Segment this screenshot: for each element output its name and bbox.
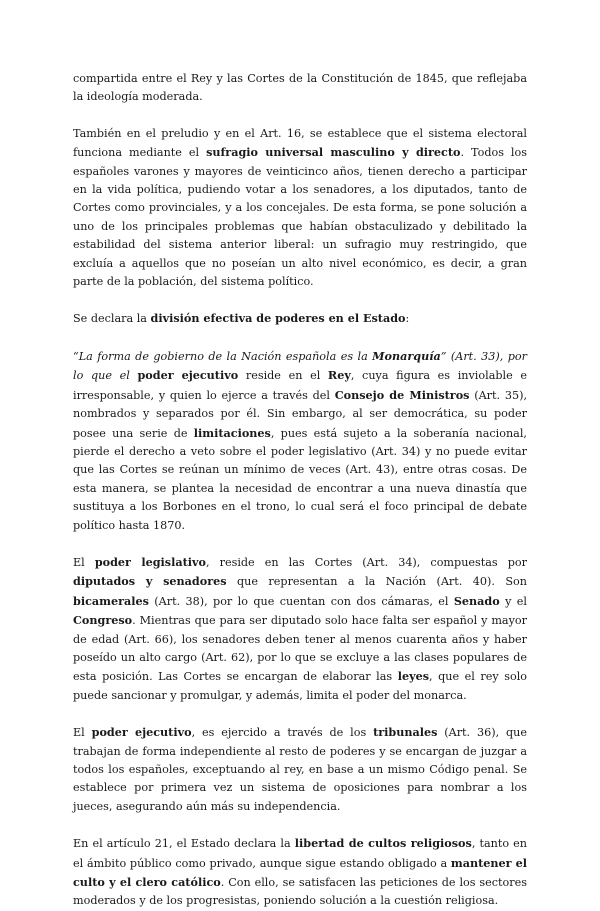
paragraph-separation-of-powers bbox=[73, 309, 527, 328]
paragraph-continuation bbox=[73, 70, 527, 107]
text: También en el preludio y en el Art. 16, se establece que el sistema electoral funciona mediante el bbox=[73, 126, 527, 160]
text: , tanto en el ámbito público como privado, aunque sigue estando obligado a bbox=[73, 837, 527, 870]
emphasis-senado: Senado bbox=[453, 593, 500, 608]
text: El bbox=[73, 555, 95, 569]
emphasis-rey: Rey bbox=[327, 368, 351, 383]
text: . Con ello, se satisfacen las peticiones de los sectores moderados y de los progresistas, poniendo solución a la cuestión religiosa. bbox=[73, 876, 527, 908]
text: , es ejercido a través de los bbox=[191, 726, 374, 740]
text: El bbox=[73, 726, 92, 740]
emphasis-limitaciones: limitaciones bbox=[193, 425, 271, 440]
paragraph-suffrage bbox=[73, 125, 527, 292]
emphasis-consejo: Consejo de Ministros bbox=[334, 387, 470, 402]
text: , reside en las Cortes (Art. 34), compuestas por bbox=[205, 555, 527, 569]
emphasis-bicamerales: bicamerales bbox=[73, 593, 149, 608]
text: En el artículo 21, el Estado declara la bbox=[73, 837, 295, 851]
emphasis-poder-ejecutivo: poder ejecutivo bbox=[137, 368, 239, 383]
text: , que el rey solo puede sancionar y promulgar, y además, limita el poder del monarca. bbox=[73, 670, 528, 702]
text: . Todos los españoles varones y mayores de veinticinco años, tienen derecho a participar en la vida política, pudiendo votar a los senadores, a los diputados, tanto de Cortes como provinciales, y a los concejales. De esta forma, se pone solución a uno de los principales problemas que habían obstaculizado y debilitado la estabilidad del sistema anterior liberal: un sufragio muy restringido, que excluía a aquellos que no poseían un alto nivel económico, es decir, a gran parte de la población, del sistema político. bbox=[73, 146, 527, 289]
text: (Art. 36), que trabajan de forma independiente al resto de poderes y se encargan de juzgar a todos los españoles, exceptuando al rey, en base a un mismo Código penal. Se establece por primera vez un sistema de oposiciones para nombrar a los jueces, asegurando aún más su independencia. bbox=[73, 726, 527, 813]
emphasis-culto-clero: mantener el culto y el clero católico bbox=[73, 855, 527, 890]
text: Se declara la bbox=[73, 312, 151, 326]
text: reside en el bbox=[238, 369, 328, 383]
quote-text: “La forma de gobierno de la Nación española es la bbox=[73, 349, 373, 363]
text: que representan a la Nación (Art. 40). Son bbox=[226, 575, 527, 589]
paragraph-judicial bbox=[73, 723, 527, 816]
emphasis-monarquia: Monarquía bbox=[372, 348, 441, 363]
paragraph-legislative bbox=[73, 553, 527, 705]
emphasis-leyes: leyes bbox=[397, 669, 430, 684]
quote-close: ” (Art. 33), por lo que el bbox=[73, 349, 527, 383]
text: , cuya figura es inviolable e irresponsable, y quien lo ejerce a través del bbox=[73, 369, 527, 402]
document-page bbox=[73, 70, 527, 911]
text: compartida entre el Rey y las Cortes de la Constitución de 1845, que reflejaba la ideología moderada. bbox=[73, 72, 527, 104]
paragraph-religion bbox=[73, 834, 527, 911]
emphasis-division: división efectiva de poderes en el Estado bbox=[150, 311, 406, 326]
text: (Art. 38), por lo que cuentan con dos cámaras, el bbox=[148, 594, 454, 608]
emphasis-congreso: Congreso bbox=[73, 613, 133, 628]
text: . Mientras que para ser diputado solo hace falta ser español y mayor de edad (Art. 66), los senadores deben tener al menos cuarenta años y haber poseído un alto cargo (Art. 62), por lo que se excluye a las clases populares de esta posición. Las Cortes se encargan de elaborar las bbox=[73, 614, 527, 684]
emphasis-diputados-senadores: diputados y senadores bbox=[73, 574, 227, 589]
text: y el bbox=[499, 594, 527, 608]
emphasis-poder-ejecutivo: poder ejecutivo bbox=[91, 725, 192, 740]
emphasis-poder-legislativo: poder legislativo bbox=[94, 554, 206, 569]
paragraph-monarchy bbox=[73, 347, 527, 535]
text: , pues está sujeto a la soberanía nacional, pierde el derecho a veto sobre el poder legislativo (Art. 34) y no puede evitar que las Cortes se reúnan un mínimo de veces (Art. 43), entre otras cosas. De esta manera, se plantea la necesidad de encontrar a una nueva dinastía que sustituya a los Borbones en el trono, lo cual será el foco principal de debate político hasta 1870. bbox=[73, 426, 527, 532]
text: : bbox=[405, 312, 410, 326]
emphasis-libertad-cultos: libertad de cultos religiosos bbox=[294, 836, 472, 851]
emphasis-suffrage: sufragio universal masculino y directo bbox=[206, 145, 461, 160]
text: (Art. 35), nombrados y separados por él. Sin embargo, al ser democrática, su poder posee una serie de bbox=[73, 388, 527, 440]
emphasis-tribunales: tribunales bbox=[373, 725, 438, 740]
